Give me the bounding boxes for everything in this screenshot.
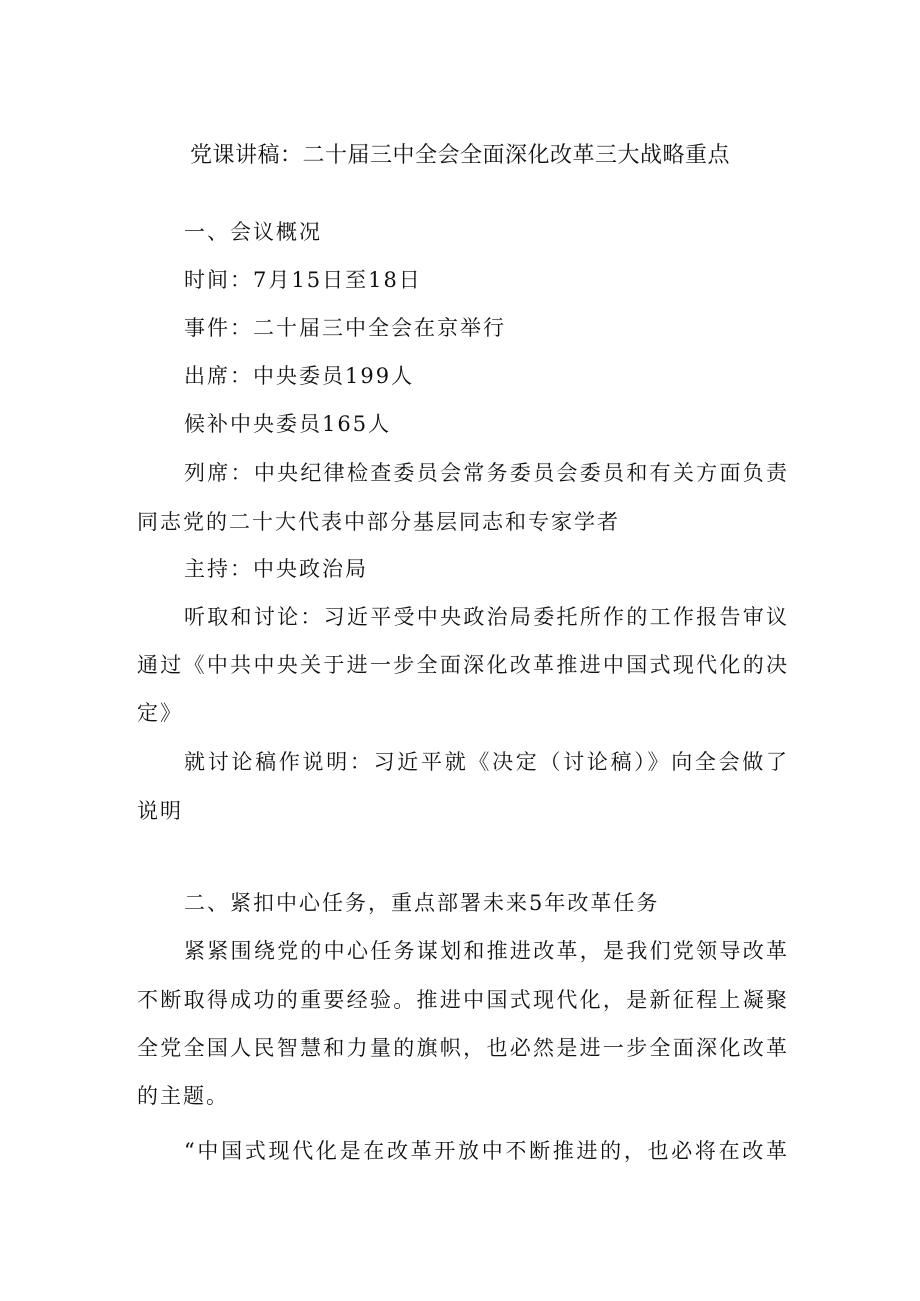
meeting-host: 主持：中央政治局: [184, 557, 368, 581]
draft-explanation-line1: 就讨论稿作说明：习近平就《决定（讨论稿）》向全会做了: [184, 750, 787, 774]
paragraph2-line1: “中国式现代化是在改革开放中不断推进的，也必将在改革: [184, 1139, 787, 1163]
document-title: 党课讲稿：二十届三中全会全面深化改革三大战略重点: [189, 143, 730, 168]
meeting-hearing-line1: 听取和讨论：习近平受中央政治局委托所作的工作报告审议: [184, 605, 787, 629]
meeting-hearing-line3: 定》: [137, 701, 183, 725]
meeting-hearing-line2: 通过《中共中央关于进一步全面深化改革推进中国式现代化的决: [137, 653, 787, 677]
paragraph1-line3: 全党全国人民智慧和力量的旗帜，也必然是进一步全面深化改革: [137, 1036, 787, 1060]
paragraph1-line4: 的主题。: [137, 1084, 229, 1108]
meeting-time: 时间：7月15日至18日: [184, 268, 422, 292]
meeting-observers-line1: 列席：中央纪律检查委员会常务委员会委员和有关方面负责: [184, 461, 787, 485]
section-heading-meeting-overview: 一、会议概况: [184, 220, 322, 244]
paragraph1-line2: 不断取得成功的重要经验。推进中国式现代化，是新征程上凝聚: [137, 988, 787, 1012]
meeting-attendance: 出席：中央委员199人: [184, 364, 415, 388]
meeting-alternate-members: 候补中央委员165人: [184, 412, 392, 436]
meeting-event: 事件：二十届三中全会在京举行: [184, 316, 506, 340]
section-heading-reform-tasks: 二、紧扣中心任务，重点部署未来5年改革任务: [184, 891, 660, 915]
meeting-observers-line2: 同志党的二十大代表中部分基层同志和专家学者: [137, 510, 620, 534]
draft-explanation-line2: 说明: [137, 799, 183, 823]
paragraph1-line1: 紧紧围绕党的中心任务谋划和推进改革，是我们党领导改革: [184, 939, 787, 963]
